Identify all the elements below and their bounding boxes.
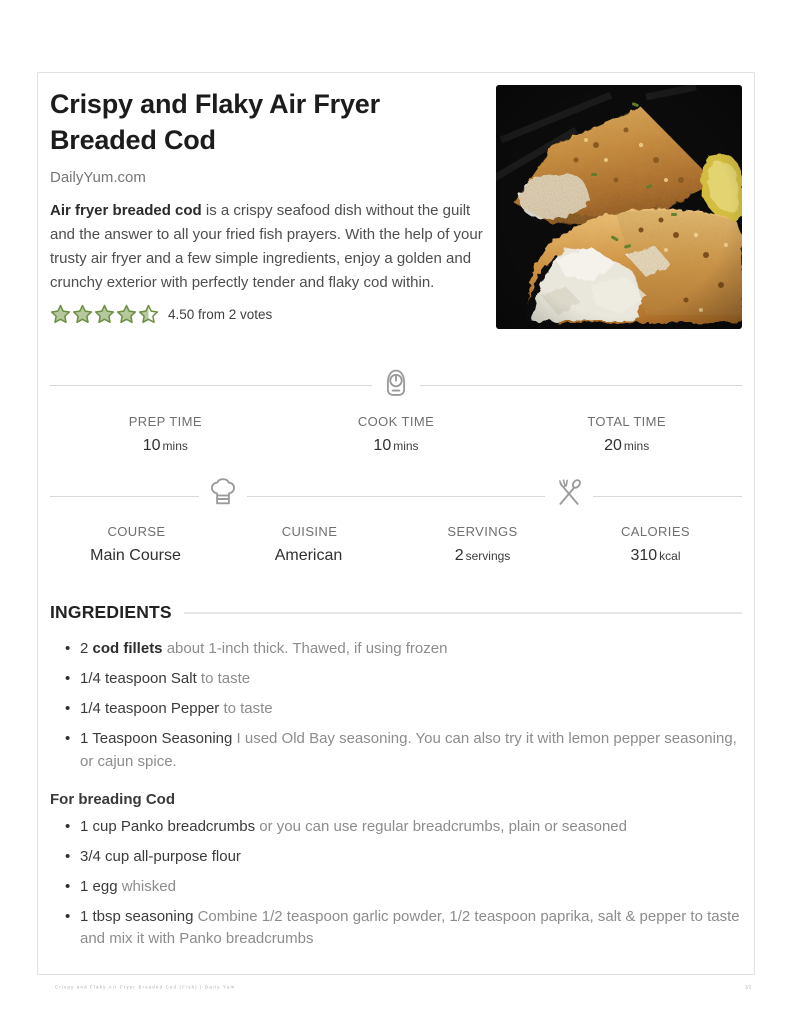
divider-line [247, 496, 545, 497]
ingredient-item: • 1 cup Panko breadcrumbs or you can use regular breadcrumbs, plain or seasoned [80, 816, 742, 839]
ingredients-subheading: For breading Cod [50, 790, 175, 808]
star-icon[interactable] [138, 304, 159, 325]
divider-line [420, 385, 742, 386]
description-lead: Air fryer breaded cod [50, 202, 202, 220]
print-footer-right: 1/2 [745, 985, 751, 990]
ingredients-list-breading [50, 816, 742, 952]
stat-label: CALORIES [621, 524, 690, 539]
stat-course [50, 524, 223, 565]
ingredient-item: • 2 cod fillets about 1-inch thick. Thawed, if using frozen [80, 638, 742, 661]
ingredients-section-header [50, 602, 742, 623]
ingredient-item: • 1 tbsp seasoning Combine 1/2 teaspoon garlic powder, 1/2 teaspoon paprika, salt & pepper to taste and mix it with Panko breadcrumbs [80, 906, 742, 952]
source-site: DailyYum.com [50, 169, 146, 187]
divider-meta [50, 478, 742, 515]
stat-total-time [511, 414, 742, 455]
time-stats [50, 414, 742, 455]
ingredients-list-main [50, 638, 742, 774]
ingredient-item: • 1/4 teaspoon Pepper to taste [80, 698, 742, 721]
recipe-photo [496, 85, 742, 329]
ingredient-item: • 1 egg whisked [80, 876, 742, 899]
divider-line [50, 496, 199, 497]
stat-unit: mins [162, 439, 188, 453]
print-footer-left: Crispy and Flaky Air Fryer Breaded Cod (Fish) | Daily Yum [55, 985, 236, 990]
stat-label: COURSE [107, 524, 166, 539]
ingredients-heading: INGREDIENTS [50, 602, 172, 622]
stat-value: 20 [604, 437, 622, 454]
page-title: Crispy and Flaky Air Fryer Breaded Cod [50, 89, 380, 155]
chef-hat-icon [208, 478, 238, 515]
recipe-card [37, 72, 755, 975]
divider-line [593, 496, 742, 497]
star-icon[interactable] [50, 304, 71, 325]
rating-text: 4.50 from 2 votes [168, 307, 273, 323]
ingredient-item: • 3/4 cup all-purpose flour [80, 846, 742, 869]
recipe-description [50, 199, 484, 295]
stat-value: 2 [454, 547, 464, 564]
stat-cuisine [223, 524, 396, 565]
divider-line [50, 385, 372, 386]
recipe-photo-art [496, 85, 742, 329]
kitchen-timer-icon [381, 366, 411, 405]
ingredient-item: • 1/4 teaspoon Salt to taste [80, 668, 742, 691]
stat-cook-time [281, 414, 512, 455]
stat-prep-time [50, 414, 281, 455]
rating-row [50, 304, 484, 325]
ingredient-item: • 1 Teaspoon Seasoning I used Old Bay seasoning. You can also try it with lemon pepper seasoning, or cajun spice. [80, 728, 742, 774]
meta-stats [50, 524, 742, 565]
stat-calories [569, 524, 742, 565]
stat-value: Main Course [90, 547, 181, 564]
stat-value: 10 [142, 437, 161, 454]
star-icon[interactable] [72, 304, 93, 325]
stat-label: CUISINE [281, 524, 338, 539]
star-rating[interactable] [50, 304, 159, 325]
stat-unit: servings [465, 549, 511, 563]
divider-times [50, 366, 742, 405]
stat-unit: mins [623, 439, 650, 453]
heading-rule [184, 612, 742, 614]
stat-value: American [274, 547, 343, 564]
stat-label: COOK TIME [357, 414, 435, 429]
stat-label: SERVINGS [447, 524, 518, 539]
star-icon[interactable] [116, 304, 137, 325]
stat-label: TOTAL TIME [587, 414, 666, 429]
stat-unit: mins [393, 439, 419, 453]
stat-servings [396, 524, 569, 565]
star-icon[interactable] [94, 304, 115, 325]
fork-spoon-icon [554, 478, 584, 515]
stat-unit: kcal [659, 549, 681, 563]
stat-value: 310 [630, 547, 658, 564]
stat-value: 10 [373, 437, 392, 454]
recipe-header [50, 85, 742, 329]
stat-label: PREP TIME [128, 414, 202, 429]
description-body: is a crispy seafood dish without the guilt and the answer to all your fried fish prayers. With the help of your trusty air fryer and a few simple ingredients, enjoy a golden and crunchy exterior with perfectly tender and flaky cod within. [50, 202, 483, 292]
